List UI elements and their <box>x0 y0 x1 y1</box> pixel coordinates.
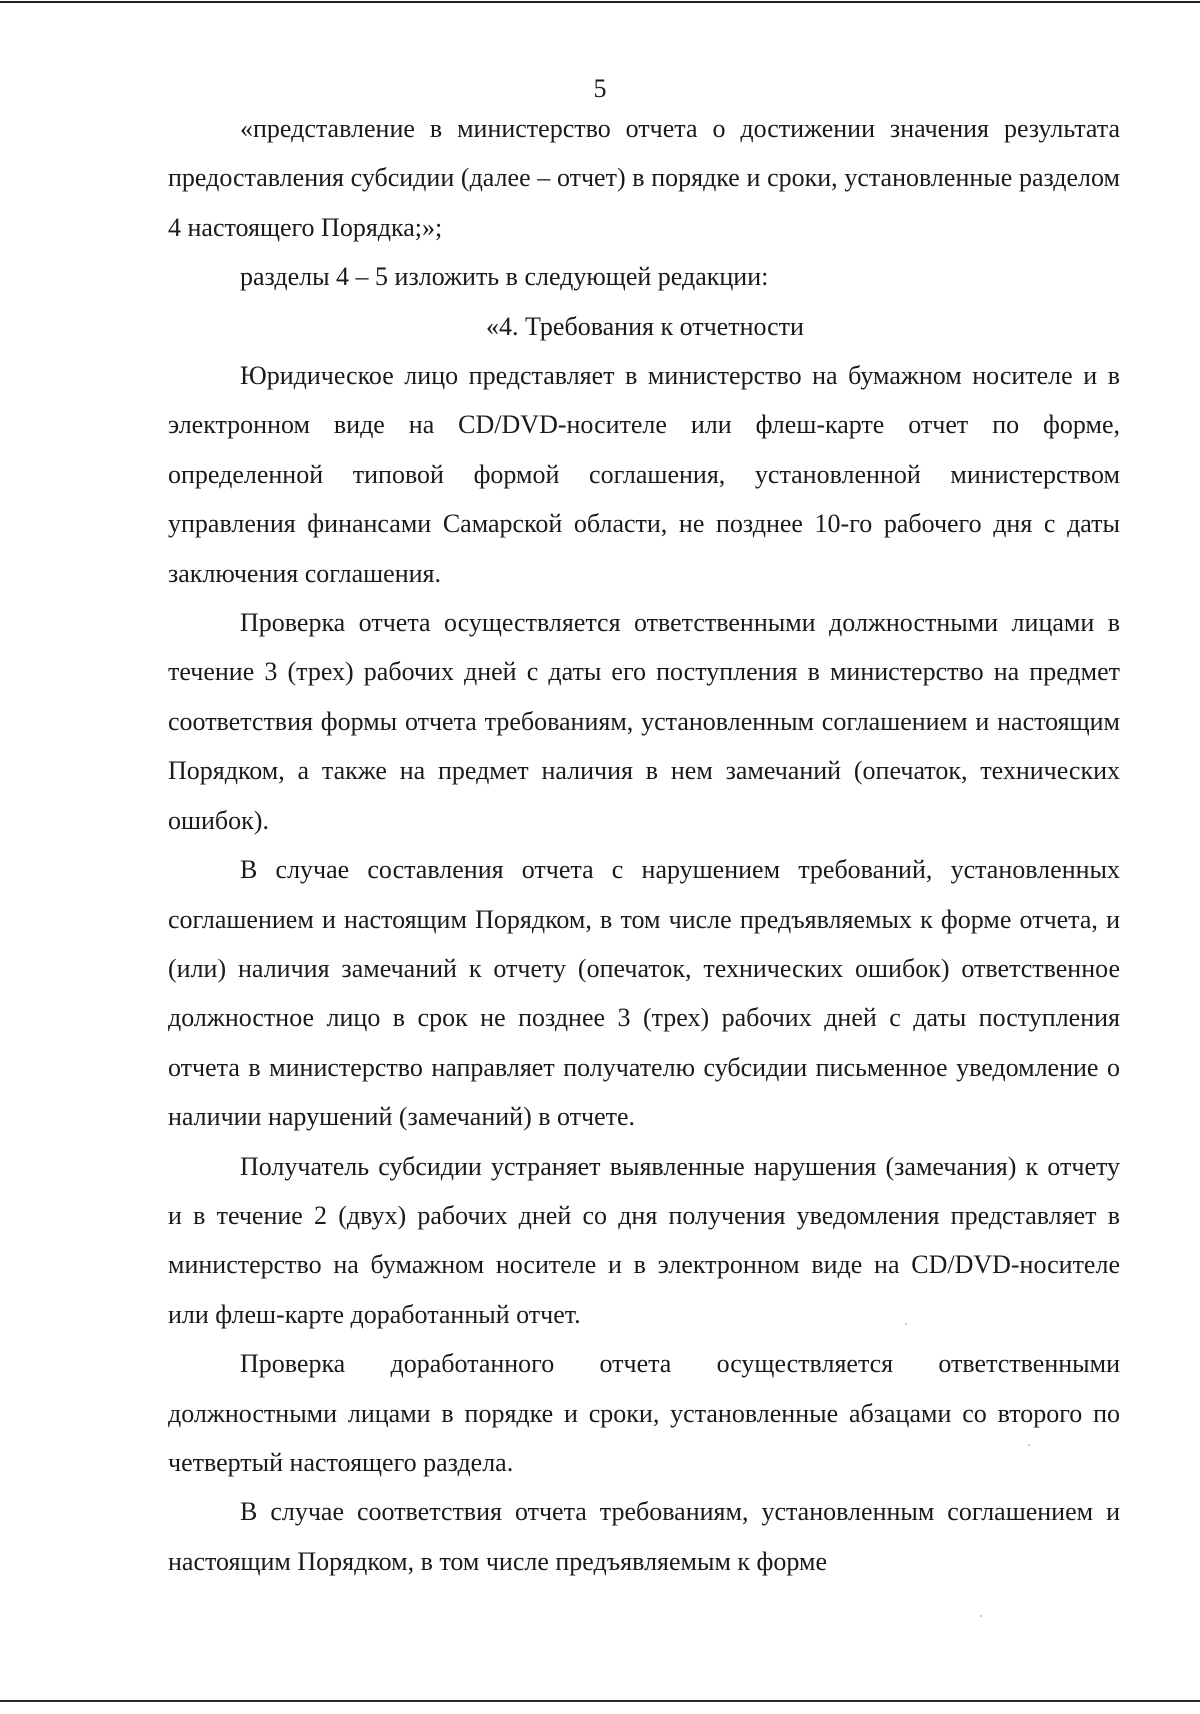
paragraph-violations-notice: В случае составления отчета с нарушением требований, установленных соглашением и настоящим Порядком, в том числе предъявляемых к форме отчета, и (или) наличия замечаний к отчету (опечаток, технических ошибок) ответственное должностное лицо в срок не позднее 3 (трех) рабочих дней с даты поступления отчета в министерство направляет получателю субсидии письменное уведомление о наличии нарушений (замечаний) в отчете. <box>168 855 1120 1132</box>
document-body <box>168 104 1120 1586</box>
scan-top-edge <box>0 1 1200 3</box>
page-number: 5 <box>593 74 607 103</box>
paragraph-report-submission: Юридическое лицо представляет в министерство на бумажном носителе и в электронном виде на CD/DVD-носителе или флеш-карте отчет по форме, определенной типовой формой соглашения, установленной министерством управления финансами Самарской области, не позднее 10-го рабочего дня с даты заключения соглашения. <box>168 361 1120 588</box>
scan-speck <box>980 1615 982 1617</box>
paragraph-reporting-clause: «представление в министерство отчета о достижении значения результата предоставления субсидии (далее – отчет) в порядке и сроки, установленные разделом 4 настоящего Порядка;»; <box>168 114 1120 242</box>
scan-bottom-edge <box>0 1700 1200 1702</box>
paragraph-revised-report-check: Проверка доработанного отчета осуществляется ответственными должностными лицами в порядке и сроки, установленные абзацами со второго по четвертый настоящего раздела. <box>168 1349 1120 1477</box>
scan-speck <box>905 1323 907 1325</box>
section-heading-reporting-requirements: «4. Требования к отчетности <box>486 311 804 341</box>
paragraph-report-check: Проверка отчета осуществляется ответственными должностными лицами в течение 3 (трех) рабочих дней с даты его поступления в министерство на предмет соответствия формы отчета требованиям, установленным соглашением и настоящим Порядком, а также на предмет наличия в нем замечаний (опечаток, технических ошибок). <box>168 608 1120 835</box>
scan-speck <box>1028 1444 1030 1446</box>
paragraph-sections-instruction: разделы 4 – 5 изложить в следующей редакции: <box>240 262 769 292</box>
paragraph-corrections: Получатель субсидии устраняет выявленные нарушения (замечания) к отчету и в течение 2 (двух) рабочих дней со дня получения уведомления представляет в министерство на бумажном носителе и в электронном виде на CD/DVD-носителе или флеш-карте доработанный отчет. <box>168 1151 1120 1329</box>
paragraph-compliance: В случае соответствия отчета требованиям, установленным соглашением и настоящим Порядком, в том числе предъявляемым к форме <box>168 1497 1120 1576</box>
